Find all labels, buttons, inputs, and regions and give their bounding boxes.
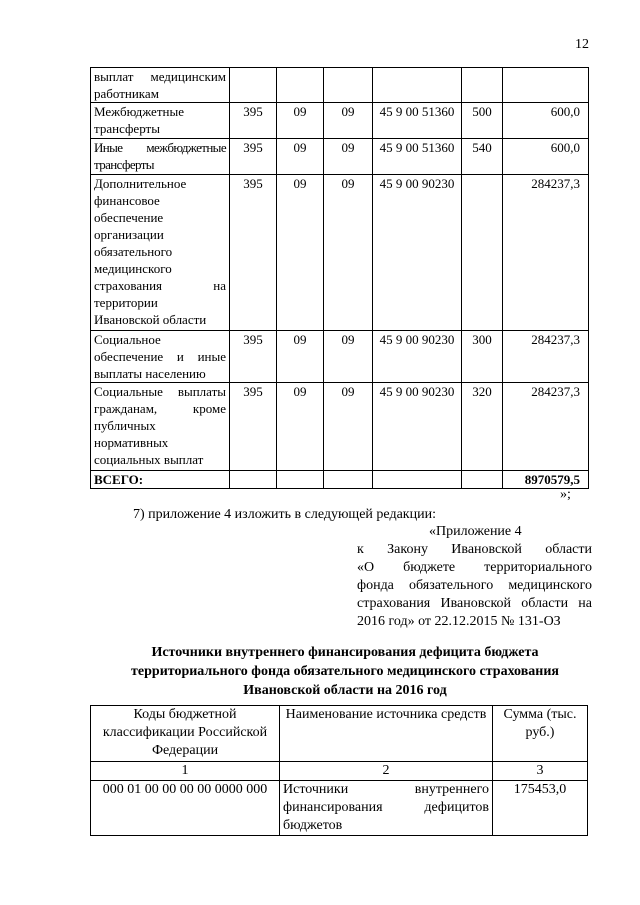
- appendix-title: «Приложение 4: [429, 524, 522, 539]
- heading-line: территориального фонда обязательного медицинского страхования: [131, 664, 559, 679]
- subsection-code: 09: [324, 331, 373, 383]
- ministry-code: [230, 68, 277, 103]
- target-article-code: 45 9 00 51360: [373, 139, 462, 175]
- row-name: Межбюджетные трансферты: [91, 103, 230, 139]
- row-name: Социальное обеспечение и иные выплаты населению: [91, 331, 230, 383]
- header-source: Наименование источника средств: [280, 706, 493, 762]
- ministry-code: 395: [230, 175, 277, 331]
- column-number: 3: [493, 762, 588, 781]
- table-row: [91, 383, 589, 471]
- target-article-code: 45 9 00 90230: [373, 331, 462, 383]
- row-name: Дополнительное финансовое обеспечение организации обязательного медицинского страхования на территории Ивановской области: [91, 175, 230, 331]
- subsection-code: 09: [324, 103, 373, 139]
- deficit-sources-table: [90, 705, 588, 836]
- closing-quote: »;: [560, 487, 571, 502]
- table-row: [91, 103, 589, 139]
- row-name: Социальные выплаты гражданам, кроме публичных нормативных социальных выплат: [91, 383, 230, 471]
- table-row: [91, 68, 589, 103]
- header-row: [91, 706, 588, 762]
- appendix-line: фонда обязательного медицинского: [357, 578, 592, 593]
- source-name: Источники внутреннего финансирования дефицитов бюджетов: [280, 781, 493, 836]
- expense-type-code: [462, 175, 503, 331]
- table-row: [91, 175, 589, 331]
- row-sum: [503, 68, 589, 103]
- expense-type-code: 500: [462, 103, 503, 139]
- row-name: Иные межбюджетные трансферты: [91, 139, 230, 175]
- expense-type-code: 300: [462, 331, 503, 383]
- page-number: 12: [575, 37, 589, 52]
- section-code: 09: [277, 103, 324, 139]
- row-sum: 600,0: [503, 103, 589, 139]
- target-article-code: [373, 68, 462, 103]
- total-label: ВСЕГО:: [91, 471, 230, 489]
- subsection-code: 09: [324, 383, 373, 471]
- row-sum: 284237,3: [503, 383, 589, 471]
- table-row: [91, 781, 588, 836]
- expense-type-code: 540: [462, 139, 503, 175]
- row-sum: 284237,3: [503, 331, 589, 383]
- subsection-code: 09: [324, 175, 373, 331]
- amount: 175453,0: [493, 781, 588, 836]
- subsection-code: [324, 68, 373, 103]
- section-code: 09: [277, 139, 324, 175]
- ministry-code: 395: [230, 103, 277, 139]
- appendix-body: [357, 541, 592, 631]
- section-code: [277, 68, 324, 103]
- appendix-line: страхования Ивановской области на: [357, 596, 592, 611]
- total-sum: 8970579,5: [503, 471, 589, 489]
- total-row: [91, 471, 589, 489]
- expense-type-code: 320: [462, 383, 503, 471]
- appendix-reference: [357, 523, 592, 631]
- header-amount: Сумма (тыс. руб.): [493, 706, 588, 762]
- row-name: выплат медицинским работникам: [91, 68, 230, 103]
- column-number-row: [91, 762, 588, 781]
- expense-type-code: [462, 68, 503, 103]
- amendment-item-7: 7) приложение 4 изложить в следующей редакции:: [133, 507, 436, 522]
- ministry-code: 395: [230, 331, 277, 383]
- header-code: Коды бюджетной классификации Российской Федерации: [91, 706, 280, 762]
- heading-line: Ивановской области на 2016 год: [243, 683, 447, 698]
- row-sum: 600,0: [503, 139, 589, 175]
- section-code: 09: [277, 175, 324, 331]
- column-number: 1: [91, 762, 280, 781]
- target-article-code: 45 9 00 51360: [373, 103, 462, 139]
- section-heading: [90, 643, 600, 700]
- column-number: 2: [280, 762, 493, 781]
- target-article-code: 45 9 00 90230: [373, 175, 462, 331]
- ministry-code: 395: [230, 139, 277, 175]
- budget-allocation-table: [90, 67, 589, 489]
- budget-code: 000 01 00 00 00 00 0000 000: [91, 781, 280, 836]
- target-article-code: 45 9 00 90230: [373, 383, 462, 471]
- appendix-line: 2016 год» от 22.12.2015 № 131-ОЗ: [357, 614, 561, 629]
- section-code: 09: [277, 331, 324, 383]
- appendix-line: к Закону Ивановской области: [357, 542, 592, 557]
- section-code: 09: [277, 383, 324, 471]
- ministry-code: 395: [230, 383, 277, 471]
- subsection-code: 09: [324, 139, 373, 175]
- table-row: [91, 139, 589, 175]
- row-sum: 284237,3: [503, 175, 589, 331]
- table-row: [91, 331, 589, 383]
- appendix-line: «О бюджете территориального: [357, 560, 592, 575]
- heading-line: Источники внутреннего финансирования дефицита бюджета: [151, 645, 539, 660]
